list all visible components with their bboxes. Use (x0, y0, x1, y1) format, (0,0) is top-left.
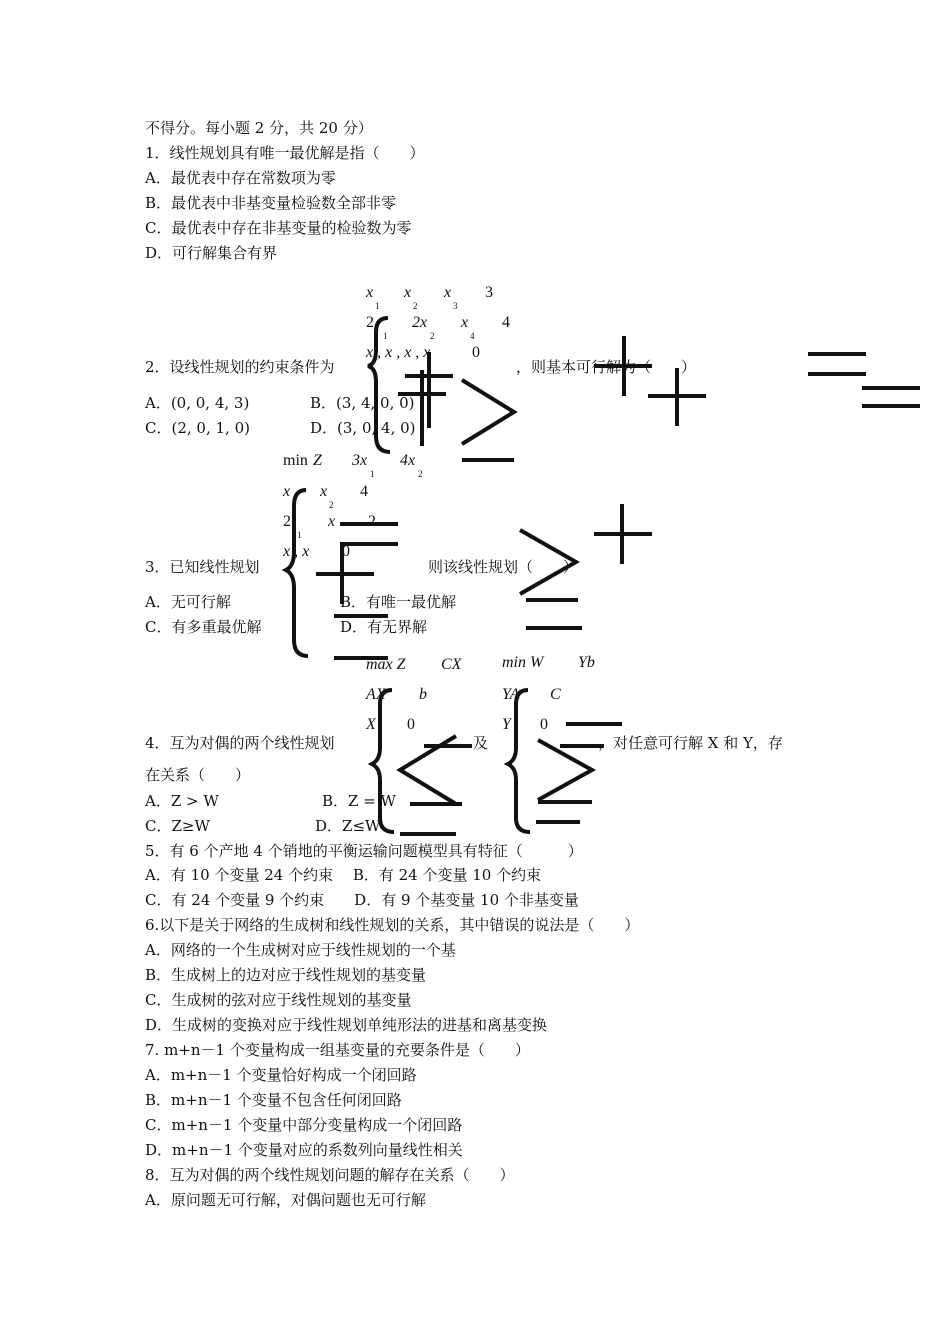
q6-option-c: C．生成树的弦对应于线性规划的基变量 (145, 991, 412, 1009)
q2-option-d: D．(3, 0, 4, 0) (310, 419, 416, 437)
q3-eq-sub: 2 (329, 500, 334, 510)
q4-stem-post: ，对任意可行解 X 和 Y，存 (598, 734, 783, 752)
geq-icon (520, 530, 582, 628)
plus-icon (594, 504, 652, 564)
q4-stem-mid: 及 (473, 734, 489, 752)
q7-option-c: C．m+n－1 个变量中部分变量构成一个闭回路 (145, 1116, 463, 1134)
q2-eq-sub: 1 (375, 301, 380, 311)
q7-stem: 7. m+n－1 个变量构成一组基变量的充要条件是（ ） (145, 1041, 530, 1059)
q2-eq-sub: 3 (453, 301, 458, 311)
q3-obj-3x: 3x (352, 452, 368, 469)
q4-p2-yb: Yb (578, 654, 595, 671)
q4-p2-ya: YA (502, 686, 520, 703)
q4-option-c: C．Z≥W (145, 817, 210, 835)
q3-eq-r1-rhs: 4 (360, 483, 368, 500)
q2-eq-r1-x2: x (404, 284, 412, 301)
q1-option-c: C．最优表中存在非基变量的检验数为零 (145, 219, 412, 237)
q3-obj-min: min (283, 452, 308, 469)
q3-obj-sub: 1 (370, 469, 375, 479)
q4-p1-b: b (419, 686, 427, 703)
q4-p2-c: C (550, 686, 561, 703)
q4-p2-obj: min W (502, 654, 544, 671)
q3-eq-r2-coef: 2 (283, 513, 291, 530)
q5-options-cd: C．有 24 个变量 9 个约束 D．有 9 个基变量 10 个非基变量 (145, 891, 579, 909)
q4-p1-zero: 0 (407, 716, 415, 733)
q4-p1-ax: AX (366, 686, 386, 703)
q4-p1-x: X (366, 716, 376, 733)
q1-option-d: D．可行解集合有界 (145, 244, 278, 262)
q3-stem-post: 则该线性规划（ ） (428, 558, 579, 576)
plus-icon (398, 370, 446, 446)
q3-eq-r2-rhs: 2 (368, 513, 376, 530)
q3-eq-sub: 1 (297, 530, 302, 540)
q6-stem: 6.以下是关于网络的生成树和线性规划的关系，其中错误的说法是（ ） (145, 916, 640, 934)
q2-eq-sub: 2 (430, 331, 435, 341)
q4-option-d: D．Z≤W (315, 817, 381, 835)
q2-eq-r1-x1: x (366, 284, 374, 301)
q7-option-b: B．m+n－1 个变量不包含任何闭回路 (145, 1091, 402, 1109)
q2-eq-r2-2x2: 2x (412, 314, 428, 331)
q3-option-b: B．有唯一最优解 (340, 593, 457, 611)
q3-stem-pre: 3．已知线性规划 (145, 558, 260, 576)
geq-icon (462, 380, 514, 460)
q2-eq-r3: x , x , x , x (366, 344, 431, 361)
q6-option-a: A．网络的一个生成树对应于线性规划的一个基 (145, 941, 456, 959)
q5-options-ab: A．有 10 个变量 24 个约束 B．有 24 个变量 10 个约束 (145, 866, 542, 884)
q3-option-a: A．无可行解 (145, 593, 231, 611)
equals-icon (340, 524, 398, 544)
q2-eq-r2-coef: 2 (366, 314, 374, 331)
q4-p2-zero: 0 (540, 716, 548, 733)
q2-eq-r3-rhs: 0 (472, 344, 480, 361)
q4-option-a: A．Z > W (145, 792, 219, 810)
q3-eq-r2-x: x (328, 513, 336, 530)
q1-option-a: A．最优表中存在常数项为零 (145, 169, 336, 187)
q2-eq-r1-x3: x (444, 284, 452, 301)
left-brace-icon (508, 690, 530, 832)
q4-option-b: B．Z = W (322, 792, 396, 810)
q2-option-b: B．(3, 4, 0, 0) (310, 394, 415, 412)
q2-option-a: A．(0, 0, 4, 3) (145, 394, 250, 412)
intro-text: 不得分。每小题 2 分，共 20 分） (145, 119, 373, 137)
q4-p1-obj: max Z (366, 656, 406, 673)
equals-icon (334, 616, 388, 658)
left-brace-icon (372, 690, 394, 832)
q2-eq-sub: 1 (383, 331, 388, 341)
q6-option-b: B．生成树上的边对应于线性规划的基变量 (145, 966, 427, 984)
q2-stem-post: ，则基本可行解为（ ） (516, 358, 697, 376)
q3-option-d: D．有无界解 (340, 618, 428, 636)
q3-eq-r3: x , x (283, 543, 310, 560)
q8-stem: 8．互为对偶的两个线性规划问题的解存在关系（ ） (145, 1166, 515, 1184)
q4-p1-cx: CX (441, 656, 462, 673)
q7-option-a: A．m+n－1 个变量恰好构成一个闭回路 (145, 1066, 417, 1084)
equals-icon (862, 388, 920, 406)
q8-option-a: A．原问题无可行解，对偶问题也无可行解 (145, 1191, 426, 1209)
q3-obj-z: Z (313, 452, 322, 469)
plus-icon (594, 336, 652, 396)
q3-eq-r1-x: x (283, 483, 291, 500)
q2-eq-r1-rhs: 3 (485, 284, 493, 301)
q2-stem-pre: 2．设线性规划的约束条件为 (145, 358, 335, 376)
q1-stem: 1．线性规划具有唯一最优解是指（ ） (145, 144, 425, 162)
q3-obj-sub: 2 (418, 469, 423, 479)
q3-eq-r3-rhs: 0 (342, 543, 350, 560)
q4-p2-y: Y (502, 716, 511, 733)
geq-icon (538, 740, 592, 802)
q4-stem-cont: 在关系（ ） (145, 766, 251, 784)
q2-option-c: C．(2, 0, 1, 0) (145, 419, 250, 437)
plus-icon (316, 546, 374, 604)
plus-icon (405, 352, 453, 428)
q1-option-b: B．最优表中非基变量检验数全部非零 (145, 194, 397, 212)
q3-obj-4x: 4x (400, 452, 416, 469)
equals-icon (536, 724, 622, 822)
q2-eq-r2-rhs: 4 (502, 314, 510, 331)
q2-eq-sub: 2 (413, 301, 418, 311)
plus-icon (648, 368, 706, 426)
equals-icon (808, 354, 866, 374)
q6-option-d: D．生成树的变换对应于线性规划单纯形法的进基和离基变换 (145, 1016, 548, 1034)
q3-option-c: C．有多重最优解 (145, 618, 262, 636)
q7-option-d: D．m+n－1 个变量对应的系数列向量线性相关 (145, 1141, 463, 1159)
q5-stem: 5．有 6 个产地 4 个销地的平衡运输问题模型具有特征（ ） (145, 842, 583, 860)
q2-eq-sub: 4 (470, 331, 475, 341)
leq-icon (400, 736, 456, 834)
left-brace-icon (286, 490, 308, 656)
q4-stem-pre: 4．互为对偶的两个线性规划 (145, 734, 335, 752)
q2-eq-r2-x4: x (461, 314, 469, 331)
left-brace-icon (368, 318, 390, 452)
q3-eq-r1-x2: x (320, 483, 328, 500)
